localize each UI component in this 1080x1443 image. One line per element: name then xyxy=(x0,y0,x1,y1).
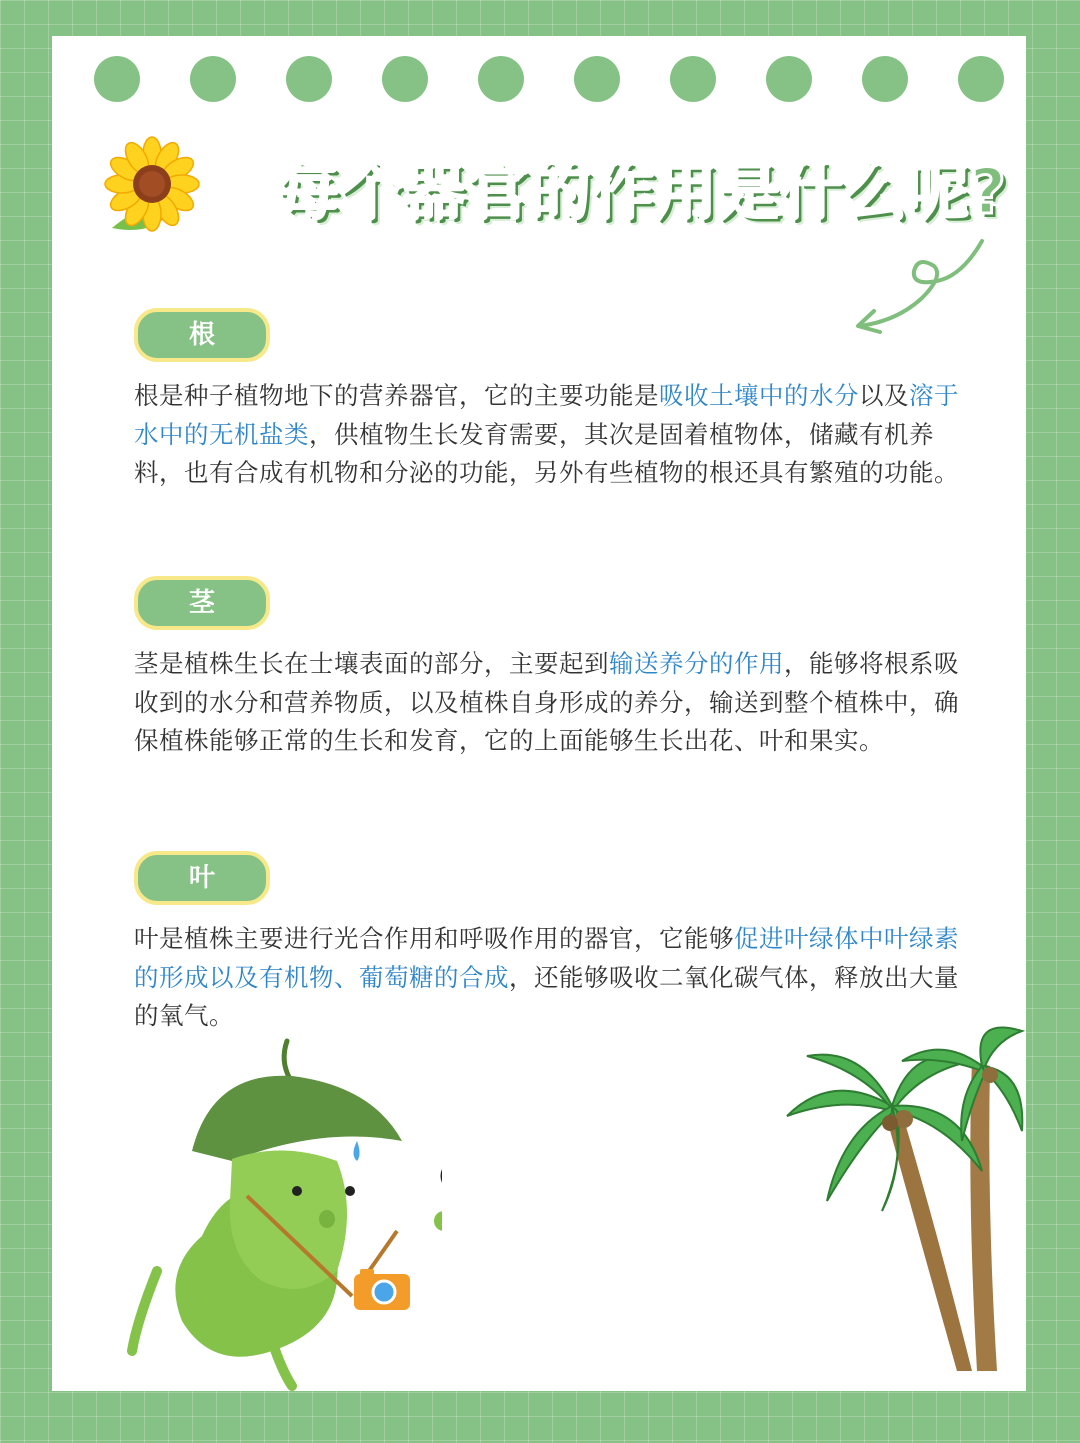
text-span: 以及 xyxy=(859,381,909,410)
highlight-text: 溶于水中的无机盐类 xyxy=(134,381,959,449)
text-span: 根是种子植物地下的营养器官，它的主要功能是 xyxy=(134,381,659,410)
stem-description xyxy=(134,645,980,761)
text-span: ，能够将根系吸收到的水分和营养物质，以及植株自身形成的养分，输送到整个植株中，确保植株能够正常的生长和发育，它的上面能够生长出花、叶和果实。 xyxy=(134,649,959,755)
section-label-stem: 茎 xyxy=(134,576,270,630)
text-span: 茎是植株生长在士壤表面的部分，主要起到 xyxy=(134,649,609,678)
binder-hole xyxy=(958,56,1004,102)
magnifier-icon xyxy=(434,1162,442,1231)
binder-hole xyxy=(862,56,908,102)
binder-hole xyxy=(670,56,716,102)
binder-hole xyxy=(478,56,524,102)
palm-tree-illustration xyxy=(732,1011,1026,1391)
text-span: 叶是植株主要进行光合作用和呼吸作用的器官，它能够 xyxy=(134,924,734,953)
binder-hole xyxy=(382,56,428,102)
content-card xyxy=(52,36,1026,1391)
binder-hole xyxy=(766,56,812,102)
curly-arrow-icon xyxy=(852,236,992,336)
highlight-text: 吸收土壤中的水分 xyxy=(659,381,859,410)
sunflower-icon xyxy=(92,132,212,242)
highlight-text: 促进叶绿体中叶绿素的形成以及有机物、葡萄糖的合成 xyxy=(134,924,959,992)
binder-hole xyxy=(94,56,140,102)
section-label-root: 根 xyxy=(134,308,270,362)
binder-hole xyxy=(574,56,620,102)
binder-hole xyxy=(286,56,332,102)
highlight-text: 输送养分的作用 xyxy=(609,649,784,678)
page-title: 每个器官的作用是什么呢? xyxy=(277,155,1007,228)
root-description xyxy=(134,377,980,493)
text-span: ，还能够吸收二氧化碳气体，释放出大量的氧气。 xyxy=(134,962,959,1030)
camera-icon xyxy=(354,1269,410,1310)
title-area xyxy=(92,132,1007,252)
binder-hole xyxy=(190,56,236,102)
section-label-leaf: 叶 xyxy=(134,851,270,905)
text-span: ，供植物生长发育需要，其次是固着植物体，储藏有机养料，也有合成有机物和分泌的功能，另外有些植物的根还具有繁殖的功能。 xyxy=(134,419,959,487)
bean-explorer-mascot xyxy=(122,1031,442,1391)
